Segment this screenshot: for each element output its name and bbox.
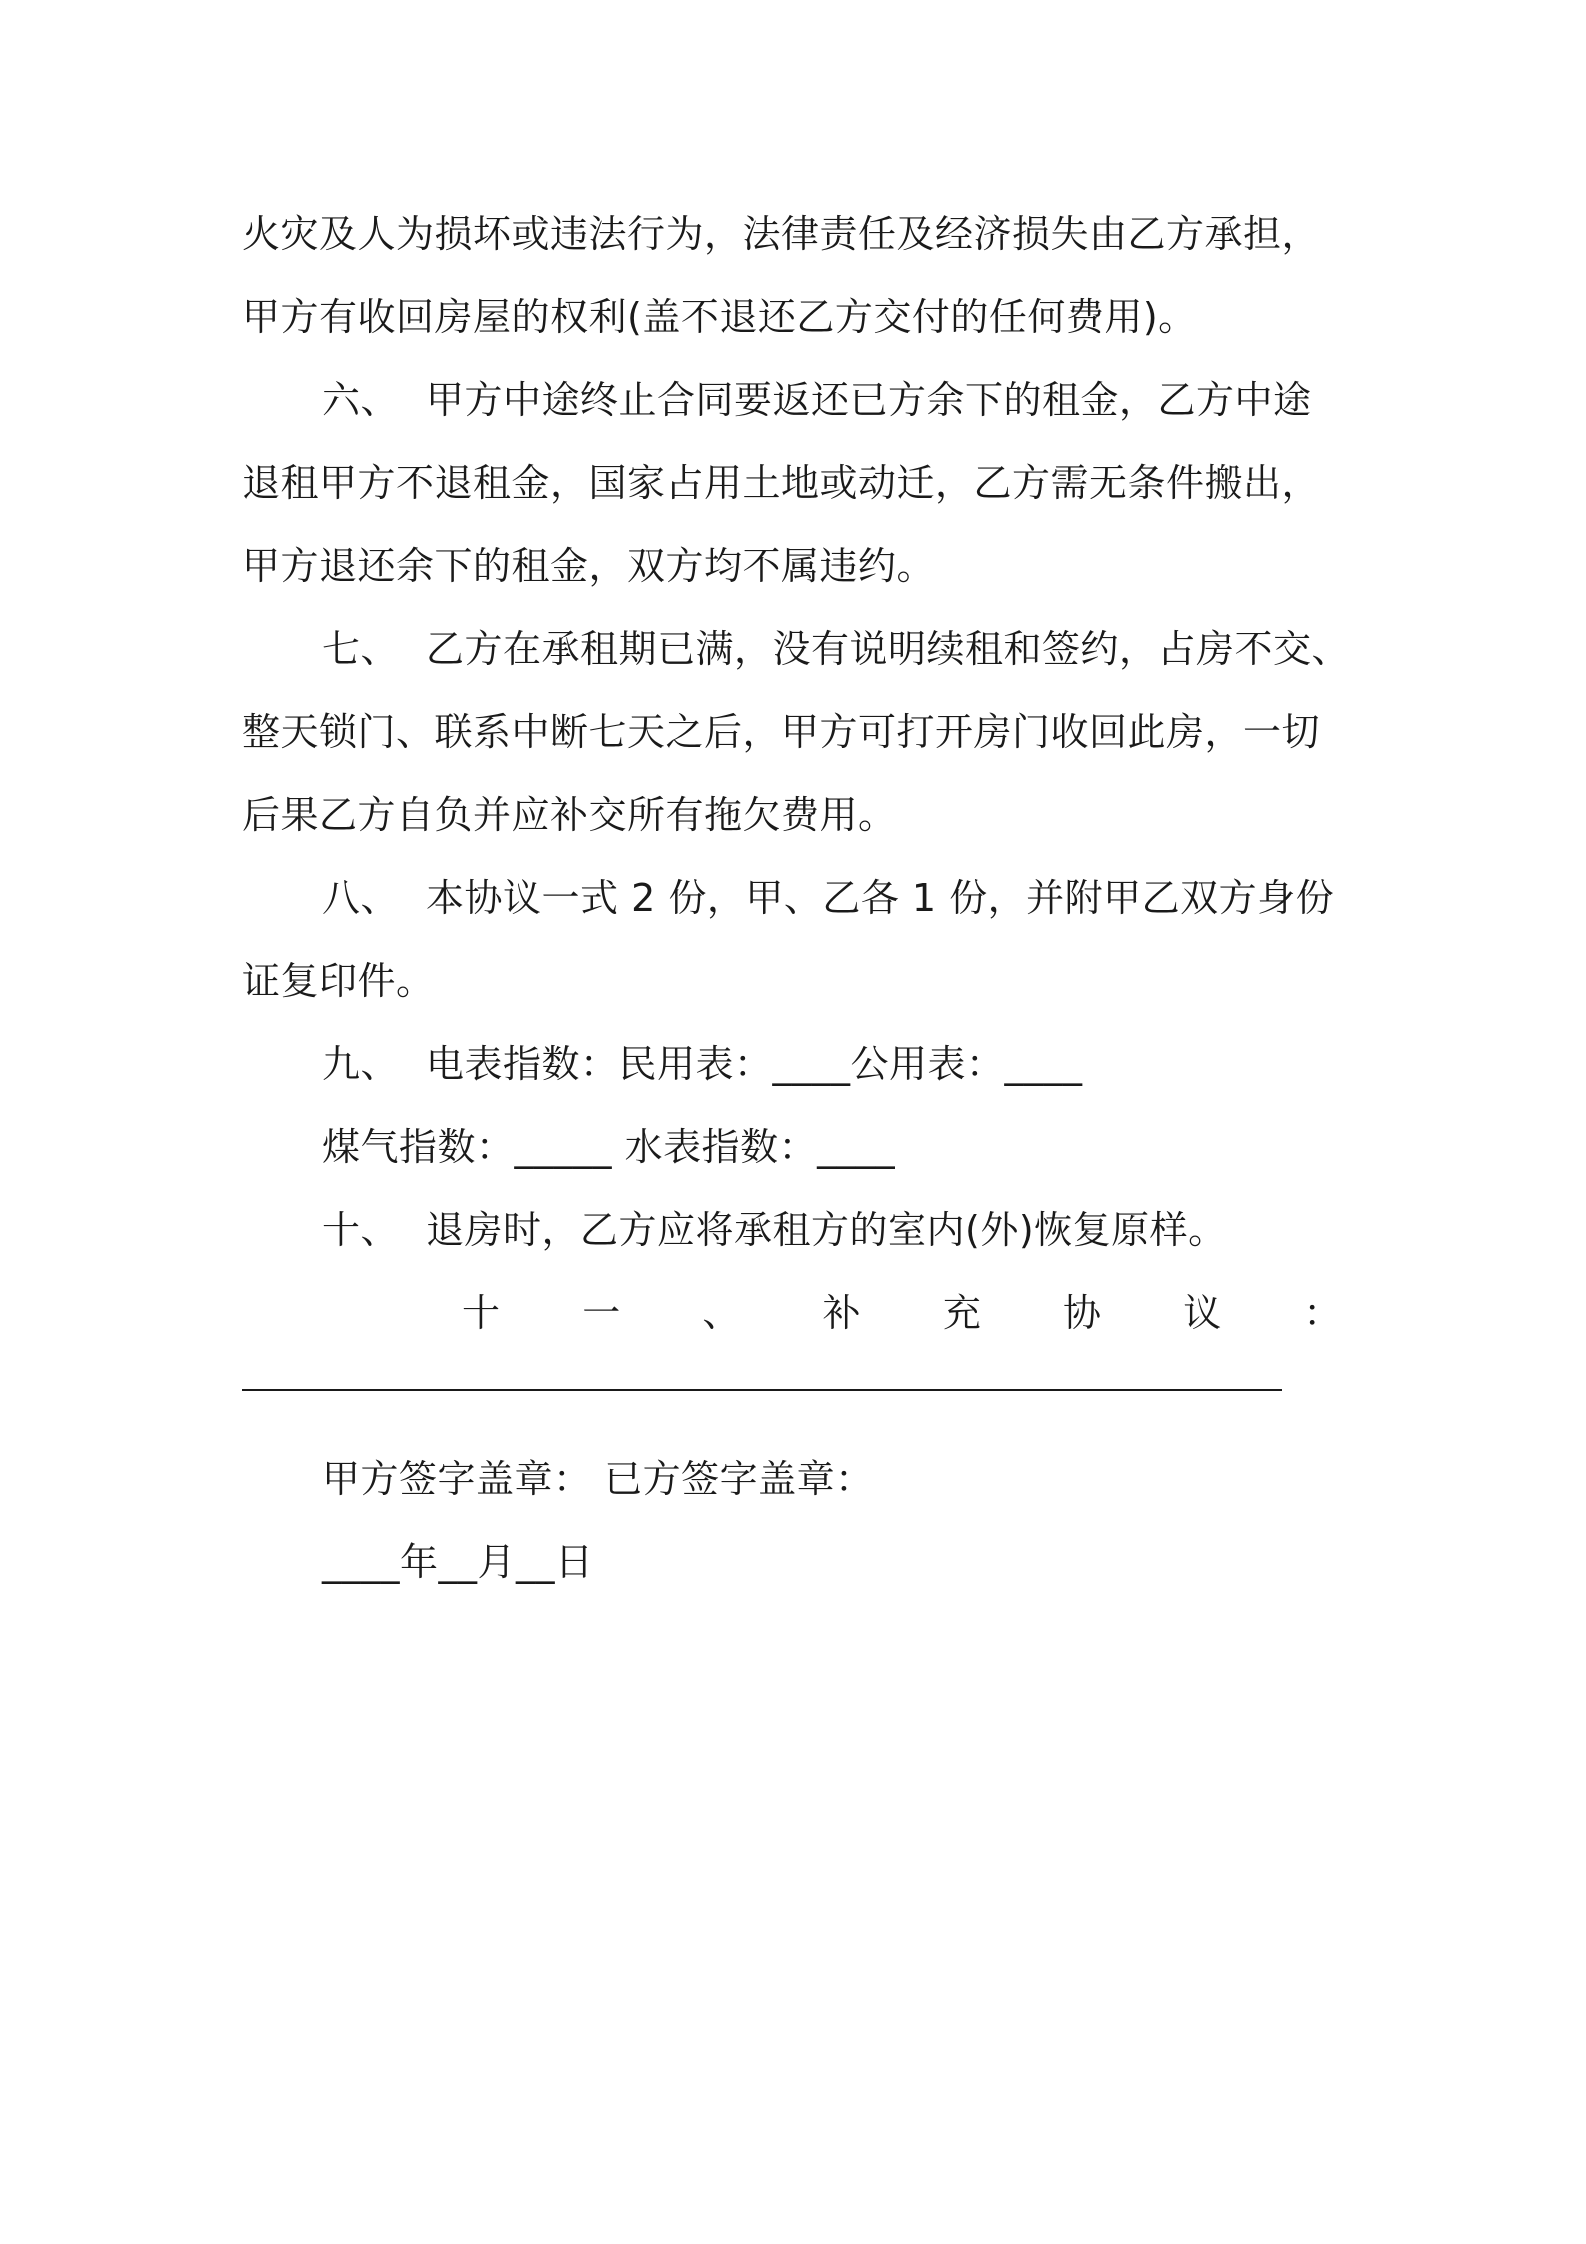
clause-9-line-2: 煤气指数：_____ 水表指数：____	[322, 1125, 896, 1169]
clause-10-number: 十、	[322, 1208, 400, 1252]
clause-11-char: 补	[822, 1291, 862, 1335]
clause-11-char: 十	[462, 1291, 501, 1335]
clause-6-line-2: 退租甲方不退租金，国家占用土地或动迁，乙方需无条件搬出，	[242, 461, 1321, 505]
clause-6-text-1: 甲方中途终止合同要返还已方余下的租金，乙方中途	[426, 378, 1312, 422]
document-body	[242, 193, 1372, 1604]
blank-underline	[242, 1389, 1282, 1391]
date-line: ____年__月__日	[322, 1540, 594, 1584]
continuation-line-1: 火灾及人为损坏或违法行为，法律责任及经济损失由乙方承担，	[242, 212, 1321, 256]
clause-10-line-1	[242, 1189, 1372, 1272]
continuation-line-2: 甲方有收回房屋的权利(盖不退还乙方交付的任何费用)。	[242, 295, 1197, 339]
clause-6-number: 六、	[322, 378, 400, 422]
clause-8-number: 八、	[322, 876, 400, 920]
clause-7-number: 七、	[322, 627, 400, 671]
clause-11-char: 一	[582, 1291, 621, 1335]
clause-11-char: 议	[1183, 1291, 1222, 1335]
clause-11-heading	[242, 1272, 1372, 1355]
clause-11-char: ：	[1303, 1291, 1342, 1335]
signature-line: 甲方签字盖章： 已方签字盖章：	[322, 1457, 874, 1501]
clause-11-char: 、	[702, 1291, 741, 1335]
clause-10-text-1: 退房时，乙方应将承租方的室内(外)恢复原样。	[426, 1208, 1227, 1252]
clause-6-line-1	[242, 359, 1372, 442]
clause-7-line-2: 整天锁门、联系中断七天之后，甲方可打开房门收回此房，一切	[242, 710, 1321, 754]
clause-9-line-1	[242, 1023, 1372, 1106]
clause-11-char: 充	[942, 1291, 982, 1335]
clause-6-line-3: 甲方退还余下的租金，双方均不属违约。	[242, 544, 936, 588]
clause-7-text-1: 乙方在承租期已满，没有说明续租和签约，占房不交、	[426, 627, 1351, 671]
clause-9-number: 九、	[322, 1042, 400, 1086]
clause-7-line-1	[242, 608, 1372, 691]
clause-11-char: 协	[1063, 1291, 1102, 1335]
clause-8-text-1: 本协议一式 2 份，甲、乙各 1 份，并附甲乙双方身份	[426, 876, 1335, 920]
clause-8-line-1	[242, 857, 1372, 940]
supplementary-blank-line	[242, 1355, 1372, 1438]
clause-9-text-1: 电表指数：民用表：____公用表：____	[426, 1042, 1083, 1086]
clause-8-line-2: 证复印件。	[242, 959, 435, 1003]
clause-7-line-3: 后果乙方自负并应补交所有拖欠费用。	[242, 793, 897, 837]
